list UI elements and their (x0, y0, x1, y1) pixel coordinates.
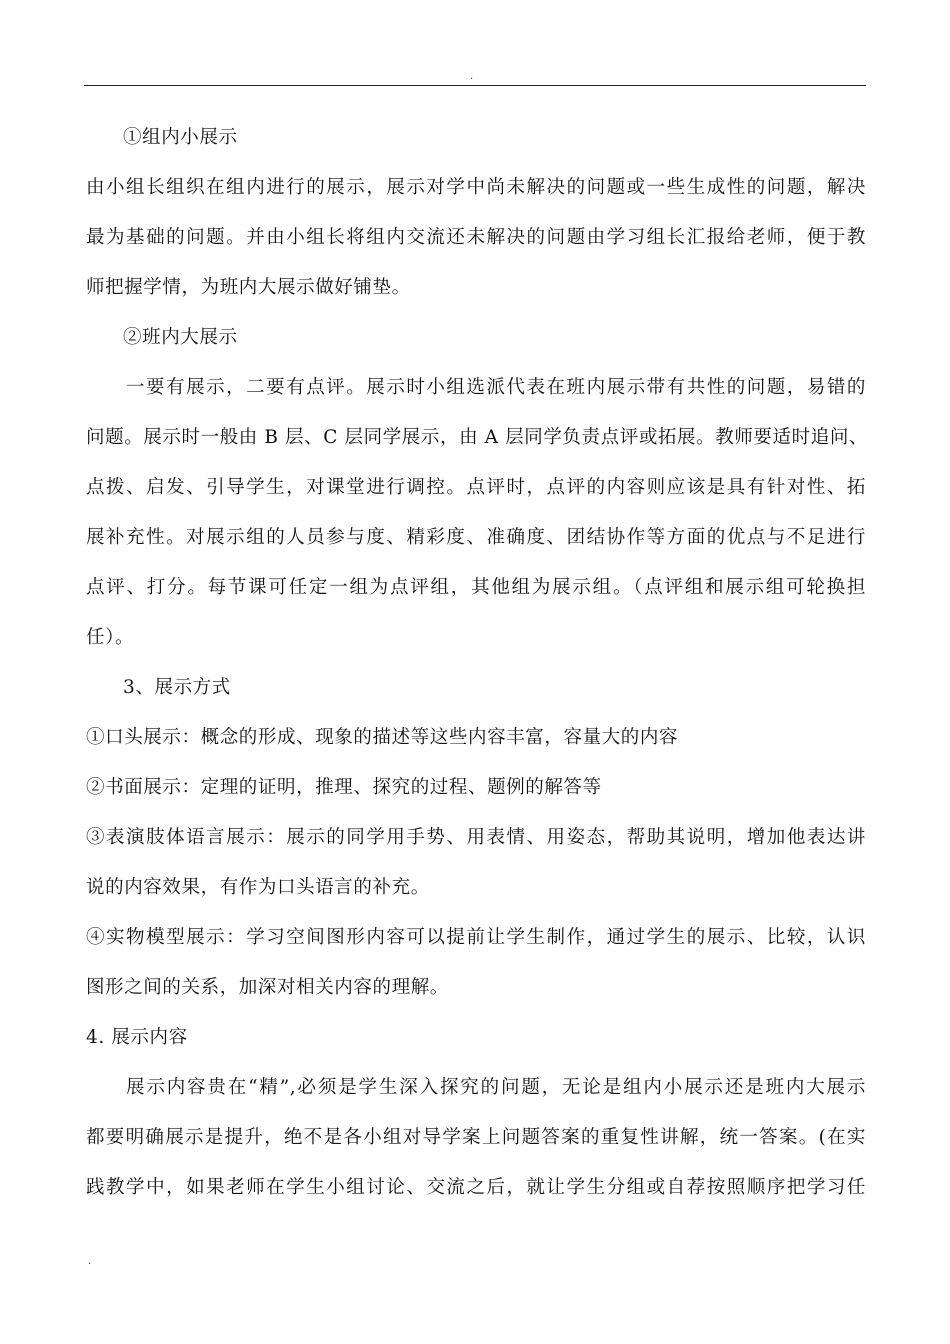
paragraph-line: 践教学中，如果老师在学生小组讨论、交流之后，就让学生分组或自荐按照顺序把学习任 (86, 1177, 866, 1198)
list-item: ④实物模型展示：学习空间图形内容可以提前让学生制作，通过学生的展示、比较，认识 (86, 927, 866, 948)
footer-dot: . (88, 1256, 92, 1267)
paragraph-line: 师把握学情，为班内大展示做好铺垫。 (86, 277, 411, 298)
list-item-continuation: 说的内容效果，有作为口头语言的补充。 (86, 877, 430, 898)
paragraph-line: 展补充性。对展示组的人员参与度、精彩度、准确度、团结协作等方面的优点与不足进行 (86, 527, 866, 548)
section-heading-display-methods: 3、展示方式 (123, 677, 231, 698)
paragraph-line: 一要有展示，二要有点评。展示时小组选派代表在班内展示带有共性的问题，易错的 (126, 377, 866, 398)
paragraph-line: 任）。 (86, 627, 135, 648)
list-item: ③表演肢体语言展示：展示的同学用手势、用表情、用姿态，帮助其说明，增加他表达讲 (86, 827, 866, 848)
document-body (86, 119, 869, 1219)
paragraph-line: 点评、打分。每节课可任定一组为点评组，其他组为展示组。（点评组和展示组可轮换担 (86, 577, 866, 598)
paragraph-line: 问题。展示时一般由 B 层、C 层同学展示，由 A 层同学负责点评或拓展。教师要适时追问、 (86, 427, 869, 448)
header-rule (84, 85, 866, 86)
section-heading-display-content: 4. 展示内容 (86, 1027, 188, 1048)
paragraph-line: 点拨、启发、引导学生，对课堂进行调控。点评时，点评的内容则应该是具有针对性、拓 (86, 477, 866, 498)
list-item-continuation: 图形之间的关系，加深对相关内容的理解。 (86, 977, 449, 998)
list-item: ②书面展示：定理的证明，推理、探究的过程、题例的解答等 (86, 777, 602, 798)
paragraph-line: 展示内容贵在“精”,必须是学生深入探究的问题，无论是组内小展示还是班内大展示 (126, 1077, 866, 1098)
subheading-group-display: ①组内小展示 (123, 127, 238, 148)
header-dot: . (470, 71, 474, 82)
subheading-class-display: ②班内大展示 (123, 327, 238, 348)
paragraph-line: 最为基础的问题。并由小组长将组内交流还未解决的问题由学习组长汇报给老师，便于教 (86, 227, 866, 248)
paragraph-line: 都要明确展示是提升，绝不是各小组对导学案上问题答案的重复性讲解，统一答案。(在实 (86, 1127, 866, 1148)
paragraph-line: 由小组长组织在组内进行的展示，展示对学中尚未解决的问题或一些生成性的问题，解决 (86, 177, 866, 198)
list-item: ①口头展示：概念的形成、现象的描述等这些内容丰富，容量大的内容 (86, 727, 679, 748)
